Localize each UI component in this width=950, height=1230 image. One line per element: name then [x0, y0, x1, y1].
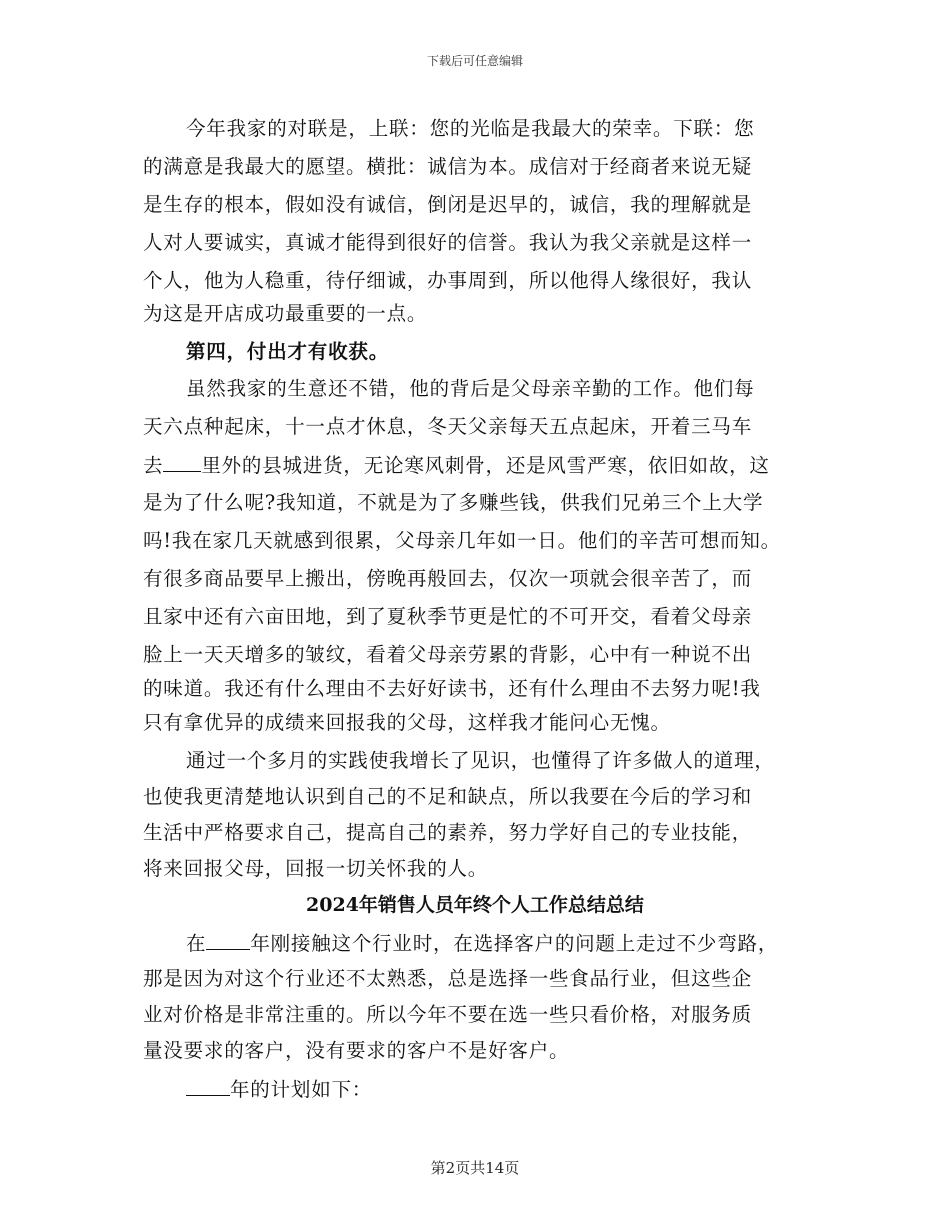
paragraph-line: 的满意是我最大的愿望。横批：诚信为本。成信对于经商者来说无疑 — [143, 155, 753, 178]
paragraph-line: 天六点种起床，十一点才休息，冬天父亲每天五点起床，开着三马车 — [143, 415, 753, 438]
paragraph-line: 量没要求的客户，没有要求的客户不是好客户。 — [143, 1039, 570, 1062]
fill-blank — [206, 930, 250, 950]
paragraph-line — [186, 930, 778, 957]
paragraph-line: 业对价格是非常注重的。所以今年不要在选一些只看价格，对服务质 — [143, 1003, 753, 1026]
text-fragment: 年刚接触这个行业时，在选择客户的问题上走过不少弯路， — [250, 932, 779, 955]
paragraph-line: 虽然我家的生意还不错，他的背后是父母亲辛勤的工作。他们每 — [186, 377, 755, 400]
text-fragment: 里外的县城进货，无论寒风刺骨，还是风雪严寒，依旧如故，这 — [201, 454, 770, 477]
paragraph-line: 个人，他为人稳重，待仔细诚，办事周到，所以他得人缘很好，我认 — [143, 269, 753, 292]
fill-blank — [163, 452, 201, 472]
paragraph-line: 将来回报父母，回报一切关怀我的人。 — [143, 857, 489, 880]
paragraph-line: 今年我家的对联是，上联：您的光临是我最大的荣幸。下联：您 — [186, 117, 755, 140]
page-header: 下载后可任意编辑 — [426, 54, 523, 68]
paragraph-line: 为这是开店成功最重要的一点。 — [143, 302, 428, 325]
paragraph-line: 吗!我在家几天就感到很累，父母亲几年如一日。他们的辛苦可想而知。 — [143, 529, 781, 552]
section-heading: 第四，付出才有收获。 — [186, 340, 390, 363]
paragraph-line: 的味道。我还有什么理由不去好好读书，还有什么理由不去努力呢!我 — [143, 677, 761, 700]
paragraph-line: 是生存的根本，假如没有诚信，倒闭是迟早的，诚信，我的理解就是 — [143, 193, 753, 216]
paragraph-line: 脸上一天天增多的皱纹，看着父母亲劳累的背影，心中有一种说不出 — [143, 643, 753, 666]
paragraph-line: 也使我更清楚地认识到自己的不足和缺点，所以我要在今后的学习和 — [143, 785, 753, 808]
paragraph-line: 人对人要诚实，真诚才能得到很好的信誉。我认为我父亲就是这样一 — [143, 231, 753, 254]
paragraph-line: 且家中还有六亩田地，到了夏秋季节更是忙的不可开交，看着父母亲 — [143, 605, 753, 628]
text-fragment: 去 — [143, 454, 164, 477]
fill-blank — [186, 1076, 230, 1096]
text-fragment: 年的计划如下： — [230, 1078, 373, 1101]
page-footer: 第2页共14页 — [430, 1159, 520, 1177]
paragraph-line: 是为了什么呢?我知道，不就是为了多赚些钱，供我们兄弟三个上大学 — [143, 491, 764, 514]
text-fragment: 在 — [186, 932, 207, 955]
paragraph-line — [186, 1076, 372, 1103]
paragraph-line: 只有拿优异的成绩来回报我的父母，这样我才能问心无愧。 — [143, 711, 671, 734]
paragraph-line: 有很多商品要早上搬出，傍晚再般回去，仅次一项就会很辛苦了，而 — [143, 567, 753, 590]
paragraph-line: 那是因为对这个行业还不太熟悉，总是选择一些食品行业，但这些企 — [143, 967, 753, 990]
paragraph-line: 生活中严格要求自己，提高自己的素养，努力学好自己的专业技能， — [143, 821, 753, 844]
section-title: 2024年销售人员年终个人工作总结总结 — [306, 894, 644, 916]
paragraph-line — [143, 452, 770, 479]
paragraph-line: 通过一个多月的实践使我增长了见识，也懂得了许多做人的道理， — [186, 749, 775, 772]
